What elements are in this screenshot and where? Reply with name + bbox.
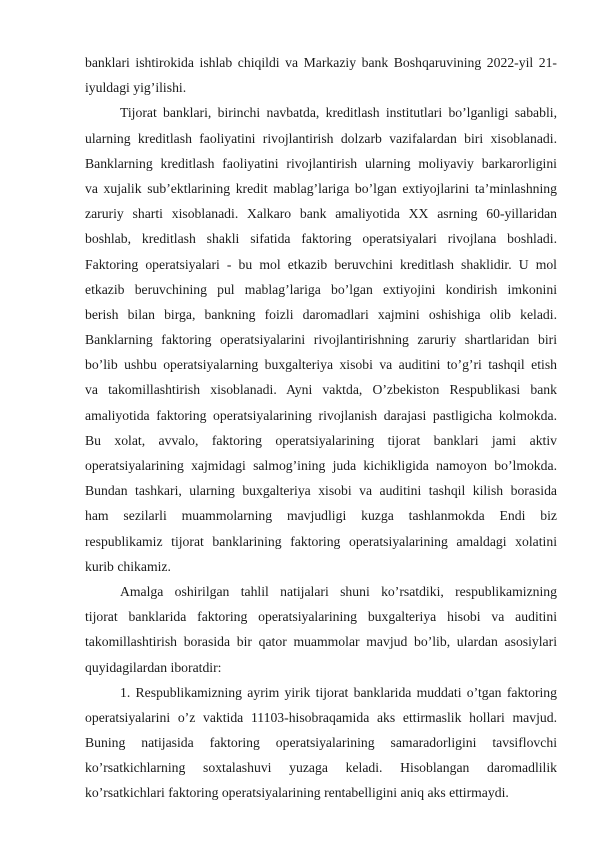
text-line: kurib chikamiz. <box>85 558 171 574</box>
text-line: operatsiyalarining xajmidagi salmog’ining juda kichikligida namoyon bo’lmokda. <box>85 458 557 473</box>
text-line: ham sezilarli muammolarning mavjudligi kuzga tashlanmokda Endi biz <box>85 508 557 524</box>
text-line: tijorat banklarida faktoring operatsiyalarining buxgalteriya hisobi va auditini <box>85 609 557 625</box>
text-line: 1. Respublikamizning ayrim yirik tijorat banklarida muddati o’tgan faktoring <box>120 684 557 700</box>
text-line: Faktoring operatsiyalari - bu mol etkazib beruvchini kreditlash shaklidir. U mol <box>85 256 557 272</box>
text-line: quyidagilardan iboratdir: <box>85 659 222 675</box>
text-line: ularning kreditlash faoliyatini rivojlantirish dolzarb vazifalardan biri xisoblanadi. <box>85 130 557 146</box>
text-line: va xujalik sub’ektlarining kredit mablag’lariga bo’lgan extiyojlarini ta’minlashning <box>85 180 557 196</box>
text-line: Amalga oshirilgan tahlil natijalari shuni ko’rsatdiki, respublikamizning <box>120 583 557 599</box>
paragraph <box>85 100 557 579</box>
text-line: boshlab, kreditlash shakli sifatida faktoring operatsiyalari rivojlana boshladi. <box>85 231 557 247</box>
text-line: iyuldagi yig’ilishi. <box>85 80 187 96</box>
text-line: takomillashtirish borasida bir qator muammolar mavjud bo’lib, ulardan asosiylari <box>85 634 557 650</box>
text-line: ko’rsatkichlari faktoring operatsiyalarining rentabelligini aniq aks ettirmaydi. <box>85 785 509 801</box>
text-line: Banklarning kreditlash faoliyatini rivojlantirish ularning moliyaviy barkarorligini <box>85 155 557 171</box>
text-line: etkazib beruvchining pul mablag’lariga bo’lgan extiyojini kondirish imkonini <box>85 281 557 297</box>
text-line: respublikamiz tijorat banklarining faktoring operatsiyalarining amaldagi xolatini <box>85 533 557 549</box>
text-line: va takomillashtirish xisoblanadi. Ayni vaktda, O’zbekiston Respublikasi bank <box>85 382 557 398</box>
text-line: ko’rsatkichlarning soxtalashuvi yuzaga keladi. Hisoblangan daromadlilik <box>85 760 557 776</box>
text-line: operatsiyalarini o’z vaktida 11103-hisobraqamida aks ettirmaslik hollari mavjud. <box>85 709 557 725</box>
paragraph <box>85 579 557 680</box>
text-line: zaruriy sharti xisoblanadi. Xalkaro bank amaliyotida XX asrning 60-yillaridan <box>85 206 557 222</box>
paragraph <box>85 680 557 806</box>
paragraph <box>85 50 557 100</box>
text-line: amaliyotida faktoring operatsiyalarining rivojlanish darajasi pastligicha kolmokda. <box>85 407 557 423</box>
text-line: Buning natijasida faktoring operatsiyalarining samaradorligini tavsiflovchi <box>85 735 557 751</box>
text-line: Banklarning faktoring operatsiyalarini rivojlantirishning zaruriy shartlaridan biri <box>85 332 557 348</box>
document-page <box>85 50 557 806</box>
text-line: banklari ishtirokida ishlab chiqildi va Markaziy bank Boshqaruvining 2022-yil 21- <box>85 55 557 70</box>
text-line: Bundan tashkari, ularning buxgalteriya xisobi va auditini tashqil kilish borasida <box>85 483 557 499</box>
text-line: bo’lib ushbu operatsiyalarning buxgalteriya xisobi va auditini to’g’ri tashqil etish <box>85 357 557 373</box>
text-line: Bu xolat, avvalo, faktoring operatsiyalarining tijorat banklari jami aktiv <box>85 432 557 448</box>
text-line: Tijorat banklari, birinchi navbatda, kreditlash institutlari bo’lganligi sababli, <box>120 105 557 121</box>
text-line: berish bilan birga, bankning foizli daromadlari xajmini oshishiga olib keladi. <box>85 306 557 322</box>
